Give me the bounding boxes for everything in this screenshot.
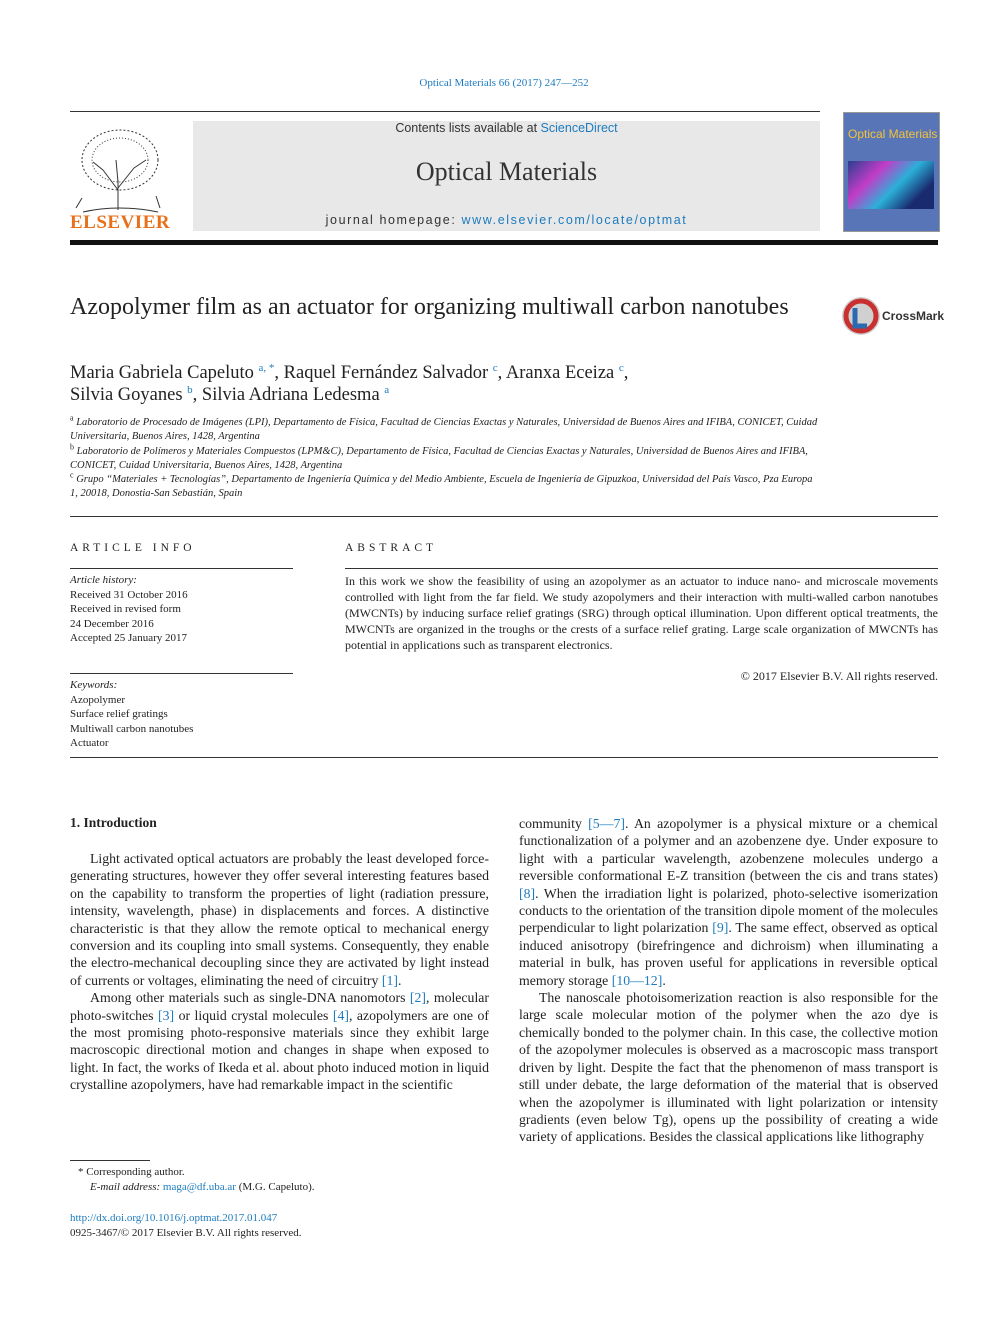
divider: [70, 516, 938, 517]
reference-link[interactable]: [9]: [712, 920, 729, 936]
keywords: Keywords: Azopolymer Surface relief gratings Multiwall carbon nanotubes Actuator: [70, 678, 293, 751]
divider: [70, 757, 938, 758]
keyword: Azopolymer: [70, 693, 125, 706]
section-heading: 1. Introduction: [70, 815, 157, 830]
crossmark-label[interactable]: CrossMark: [882, 309, 945, 323]
reference-link[interactable]: [4]: [332, 1007, 349, 1023]
paragraph: The nanoscale photoisomerization reaction is also responsible for the large scale molecular motion of the polymer when the azo dye is chemically bonded to the polymer chain. In this case, the collective motion of the azopolymer molecules is observed as a macroscopic mass transport driven by light. Despite the fact that the phenomenon of mass transport is still under debate, the large deformation of the material that is observed when the azopolymer is illuminated with light polarization or intensity gradients (even below Tg), opens up the possibility of creating a wide variety of applications. Besides the classical applications like lithography: [519, 990, 938, 1145]
body-column-right: [519, 815, 938, 1146]
elsevier-wordmark: ELSEVIER: [70, 212, 171, 233]
divider: [70, 568, 293, 569]
author: Raquel Fernández Salvador: [283, 363, 489, 383]
author-affil-mark[interactable]: a, *: [258, 361, 275, 374]
header-rule: [70, 111, 820, 112]
sciencedirect-link[interactable]: ScienceDirect: [540, 121, 618, 135]
journal-banner: [193, 121, 820, 231]
affiliation-c: $^c$ Grupo “Materiales + Tecnologías”, Departamento de Ingeniería Química y del Medio Ambiente, Escuela de Ingeniería de Gipuzkoa, Universidad del País Vasco, Pza Europa 1, 20018, Donostia-San Sebastián, Spain: [70, 470, 813, 499]
abstract-copyright: © 2017 Elsevier B.V. All rights reserved.: [740, 669, 938, 683]
body-column-left: [70, 850, 489, 1094]
article-info-heading: ARTICLE INFO: [70, 542, 196, 554]
abstract-text: In this work we show the feasibility of using an azopolymer as an actuator to induce nano- and microscale movements controlled with light from the far field. We study azopolymers and their interaction with multi-walled carbon nanotubes (MWCNTs) by inducing surface relief gratings (SRG) through optical illumination. Upon different optical treatments, the MWCNTs are organized in the troughs or the crests of a surface relief grating. Large scale organization of MWCNTs has potential in applications such as transparent electronics.: [345, 574, 938, 652]
author: Silvia Adriana Ledesma: [201, 385, 380, 405]
author-affil-mark[interactable]: b: [187, 383, 193, 396]
author: Maria Gabriela Capeluto: [70, 363, 254, 383]
abstract-heading: ABSTRACT: [345, 542, 438, 554]
email-link[interactable]: maga@df.uba.ar: [162, 1181, 236, 1193]
article-history: Article history: Received 31 October 2016 Received in revised form 24 December 2016 Accepted 25 January 2017: [70, 574, 188, 644]
divider: [345, 568, 938, 569]
paragraph: community [5—7]. An azopolymer is a physical mixture or a chemical functionalization of a polymer and an azobenzene dye. Under exposure to light with a particular wavelength, azobenzene molecules undergo a reversible conformational E-Z transition (between the cis and trans states) [8]. When the irradiation light is polarized, photo-selective isomerization conducts to the orientation of the transition dipole moment of the molecules perpendicular to light polarization [9]. The same effect, observed as optical induced anisotropy (birefringence and dichroism) when illuminating a material in bulk, has proven useful for applications in reversible optical memory storage [10—12].: [519, 816, 939, 988]
homepage-line: journal homepage: www.elsevier.com/locate/optmat: [325, 213, 688, 227]
reference-link[interactable]: [3]: [158, 1007, 175, 1023]
keyword: Multiwall carbon nanotubes: [70, 722, 194, 735]
journal-citation[interactable]: Optical Materials 66 (2017) 247—252: [419, 77, 589, 89]
divider: [70, 673, 293, 674]
paragraph: Light activated optical actuators are probably the least developed force-generating structures, however they offer several interesting features based on the capability to transform the properties of light (radiation pressure, intensity, wavelength, phase) in displacements and forces. A distinctive characteristic is that they allow the remote optical to mechanical energy conversion and its coupling into small systems. Consequently, they enable the electro-mechanical decoupling since they are activated by light instead of currents or voltages, eliminating the need of circuitry [1].: [70, 851, 489, 988]
author: Aranxa Eceiza: [505, 363, 615, 383]
author-affil-mark[interactable]: c: [618, 361, 624, 374]
corresponding-author-footnote: * Corresponding author. E-mail address: maga@df.uba.ar (M.G. Capeluto).: [78, 1166, 315, 1193]
keyword: Actuator: [70, 737, 109, 749]
journal-cover[interactable]: [843, 112, 940, 232]
issn-line: 0925-3467/© 2017 Elsevier B.V. All rights reserved.: [70, 1227, 302, 1239]
cover-image: [848, 161, 934, 209]
footnote-rule: [70, 1160, 150, 1161]
affiliation-a: $^a$ Laboratorio de Procesado de Imágenes (LPI), Departamento de Física, Facultad de Ciencias Exactas y Naturales, Universidad de Buenos Aires and IFIBA, CONICET, Cuidad Universitaria, Buenos Aires, 1428, Argentina: [70, 413, 818, 442]
reference-link[interactable]: [10—12]: [611, 972, 663, 988]
author: Silvia Goyanes: [70, 385, 183, 405]
author-affil-mark[interactable]: c: [492, 361, 498, 374]
reference-link[interactable]: [2]: [409, 990, 426, 1006]
affiliation-b: $^b$ Laboratorio de Polímeros y Materiales Compuestos (LPM&C), Departamento de Física, Facultad de Ciencias Exactas y Naturales, Universidad de Buenos Aires and IFIBA, CONICET, Cuidad Universitaria, Buenos Aires, 1428, Argentina: [70, 442, 808, 471]
author-list: Maria Gabriela Capeluto $^{a, *}$, Raquel Fernández Salvador $^c$, Aranxa Eceiza $^c$, Silvia Goyanes $^b$, Silvia Adriana Ledesma $^a$: [70, 361, 629, 405]
homepage-link[interactable]: www.elsevier.com/locate/optmat: [461, 213, 688, 227]
header-thick-rule: [70, 240, 938, 245]
journal-title: Optical Materials: [415, 157, 598, 186]
paragraph: Among other materials such as single-DNA nanomotors [2], molecular photo-switches [3] or liquid crystal molecules [4], azopolymers are one of the most promising photo-responsive materials since they exhibit large macroscopic directional motion and changes in shape when exposed to light. In fact, the works of Ikeda et al. about photo induced motion in liquid crystalline azopolymers, have had remarkable impact in the scientific: [70, 990, 490, 1093]
keyword: Surface relief gratings: [70, 708, 168, 720]
cover-title: Optical Materials: [848, 127, 938, 141]
crossmark-icon[interactable]: [841, 296, 881, 336]
doi-link[interactable]: http://dx.doi.org/10.1016/j.optmat.2017.01.047: [70, 1212, 278, 1224]
reference-link[interactable]: [5—7]: [588, 816, 625, 831]
reference-link[interactable]: [8]: [519, 885, 536, 901]
contents-line: Contents lists available at ScienceDirect: [395, 121, 618, 135]
paper-title: Azopolymer film as an actuator for organizing multiwall carbon nanotubes: [70, 294, 789, 320]
author-affil-mark[interactable]: a: [384, 383, 390, 396]
reference-link[interactable]: [1]: [381, 972, 398, 988]
page-footer: [70, 1211, 302, 1241]
